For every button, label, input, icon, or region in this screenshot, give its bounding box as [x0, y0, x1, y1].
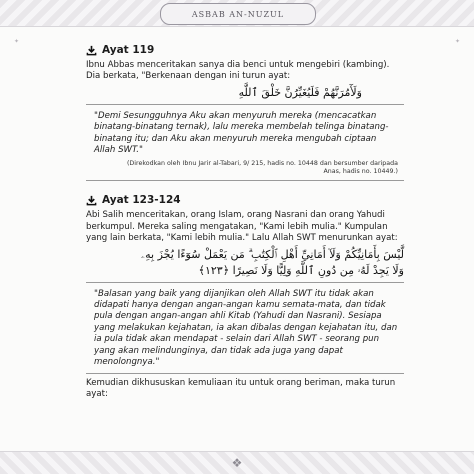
ayat-123-outro: Kemudian dikhususkan kemuliaan itu untuk orang beriman, maka turun ayat: [86, 377, 396, 399]
ayat-119-source [94, 160, 398, 176]
page-content [86, 44, 404, 400]
ayat-119-translation-box [86, 104, 404, 182]
ayat-123-intro: Abi Salih menceritakan, orang Islam, orang Nasrani dan orang Yahudi berkumpul. Mereka saling mengatakan, "Kami lebih mulia." Kumpulan yang lain berkata, "Kami lebih mulia." Lalu Allah SWT menurunkan ayat: [86, 210, 398, 244]
download-icon [86, 195, 97, 206]
page-header-title: ASBAB AN-NUZUL [160, 3, 316, 25]
ayat-123-arabic-line2: وَلَا يَجِدْ لَهُۥ مِن دُونِ ٱللَّهِ وَلِيًّا وَلَا نَصِيرًا ﴿١٢٣﴾ [198, 263, 404, 277]
ayat-123-arabic [86, 247, 404, 279]
right-ornament: ✦ [454, 38, 460, 45]
download-icon [86, 45, 97, 56]
ayat-123-arabic-line1: لَّيْسَ بِأَمَانِيِّكُمْ وَلَآ أَمَانِيِّ أَهْلِ ٱلْكِتَٰبِ ۗ مَن يَعْمَلْ سُوٓءًا يُجْزَ بِهِۦ [140, 247, 404, 261]
ayat-119-intro: Ibnu Abbas menceritakan sanya dia benci untuk mengebiri (kambing). Dia berkata, "Berkenaan dengan ini turun ayat: [86, 60, 390, 82]
ayat-123-heading-text: Ayat 123-124 [102, 194, 181, 207]
ayat-123-translation: "Balasan yang baik yang dijanjikan oleh Allah SWT itu tidak akan didapati hanya dengan angan-angan kamu semata-mata, dan tidak pula dengan angan-angan ahli Kitab (Yahudi dan Nasrani). Sesiapa yang melakukan kejahatan, ia akan dibalas dengan kejahatan itu, dan ia pula tidak akan mendapat - selain dari Allah SWT - seorang pun yang akan melindunginya, dan tidak ada juga yang dapat menolongnya." [94, 288, 398, 368]
ayat-123-heading [86, 194, 404, 206]
ayat-119-arabic: وَلَأٓمُرَنَّهُمْ فَلَيُغَيِّرُنَّ خَلْقَ ٱللَّهِ [238, 85, 362, 99]
ayat-119-source-line1: (Direkodkan oleh Ibnu Jarir al-Tabari, 9/ 215, hadis no. 10448 dan bersumber daripada [126, 160, 398, 168]
ayat-119-heading-text: Ayat 119 [102, 44, 155, 56]
left-ornament: ✦ [14, 38, 20, 45]
ayat-119-heading [86, 44, 404, 56]
ayat-123-translation-box [86, 282, 404, 374]
ayat-119-source-line2: Anas, hadis no. 10449.) [323, 168, 398, 176]
ayat-119-translation: "Demi Sesungguhnya Aku akan menyuruh mereka (mencacatkan binatang-binatang ternak), lalu mereka membelah telinga binatang-binatang itu; dan Aku akan menyuruh mereka mengubah ciptaan Allah SWT." [94, 110, 389, 156]
bottom-ornament-icon: ❖ [231, 456, 243, 470]
